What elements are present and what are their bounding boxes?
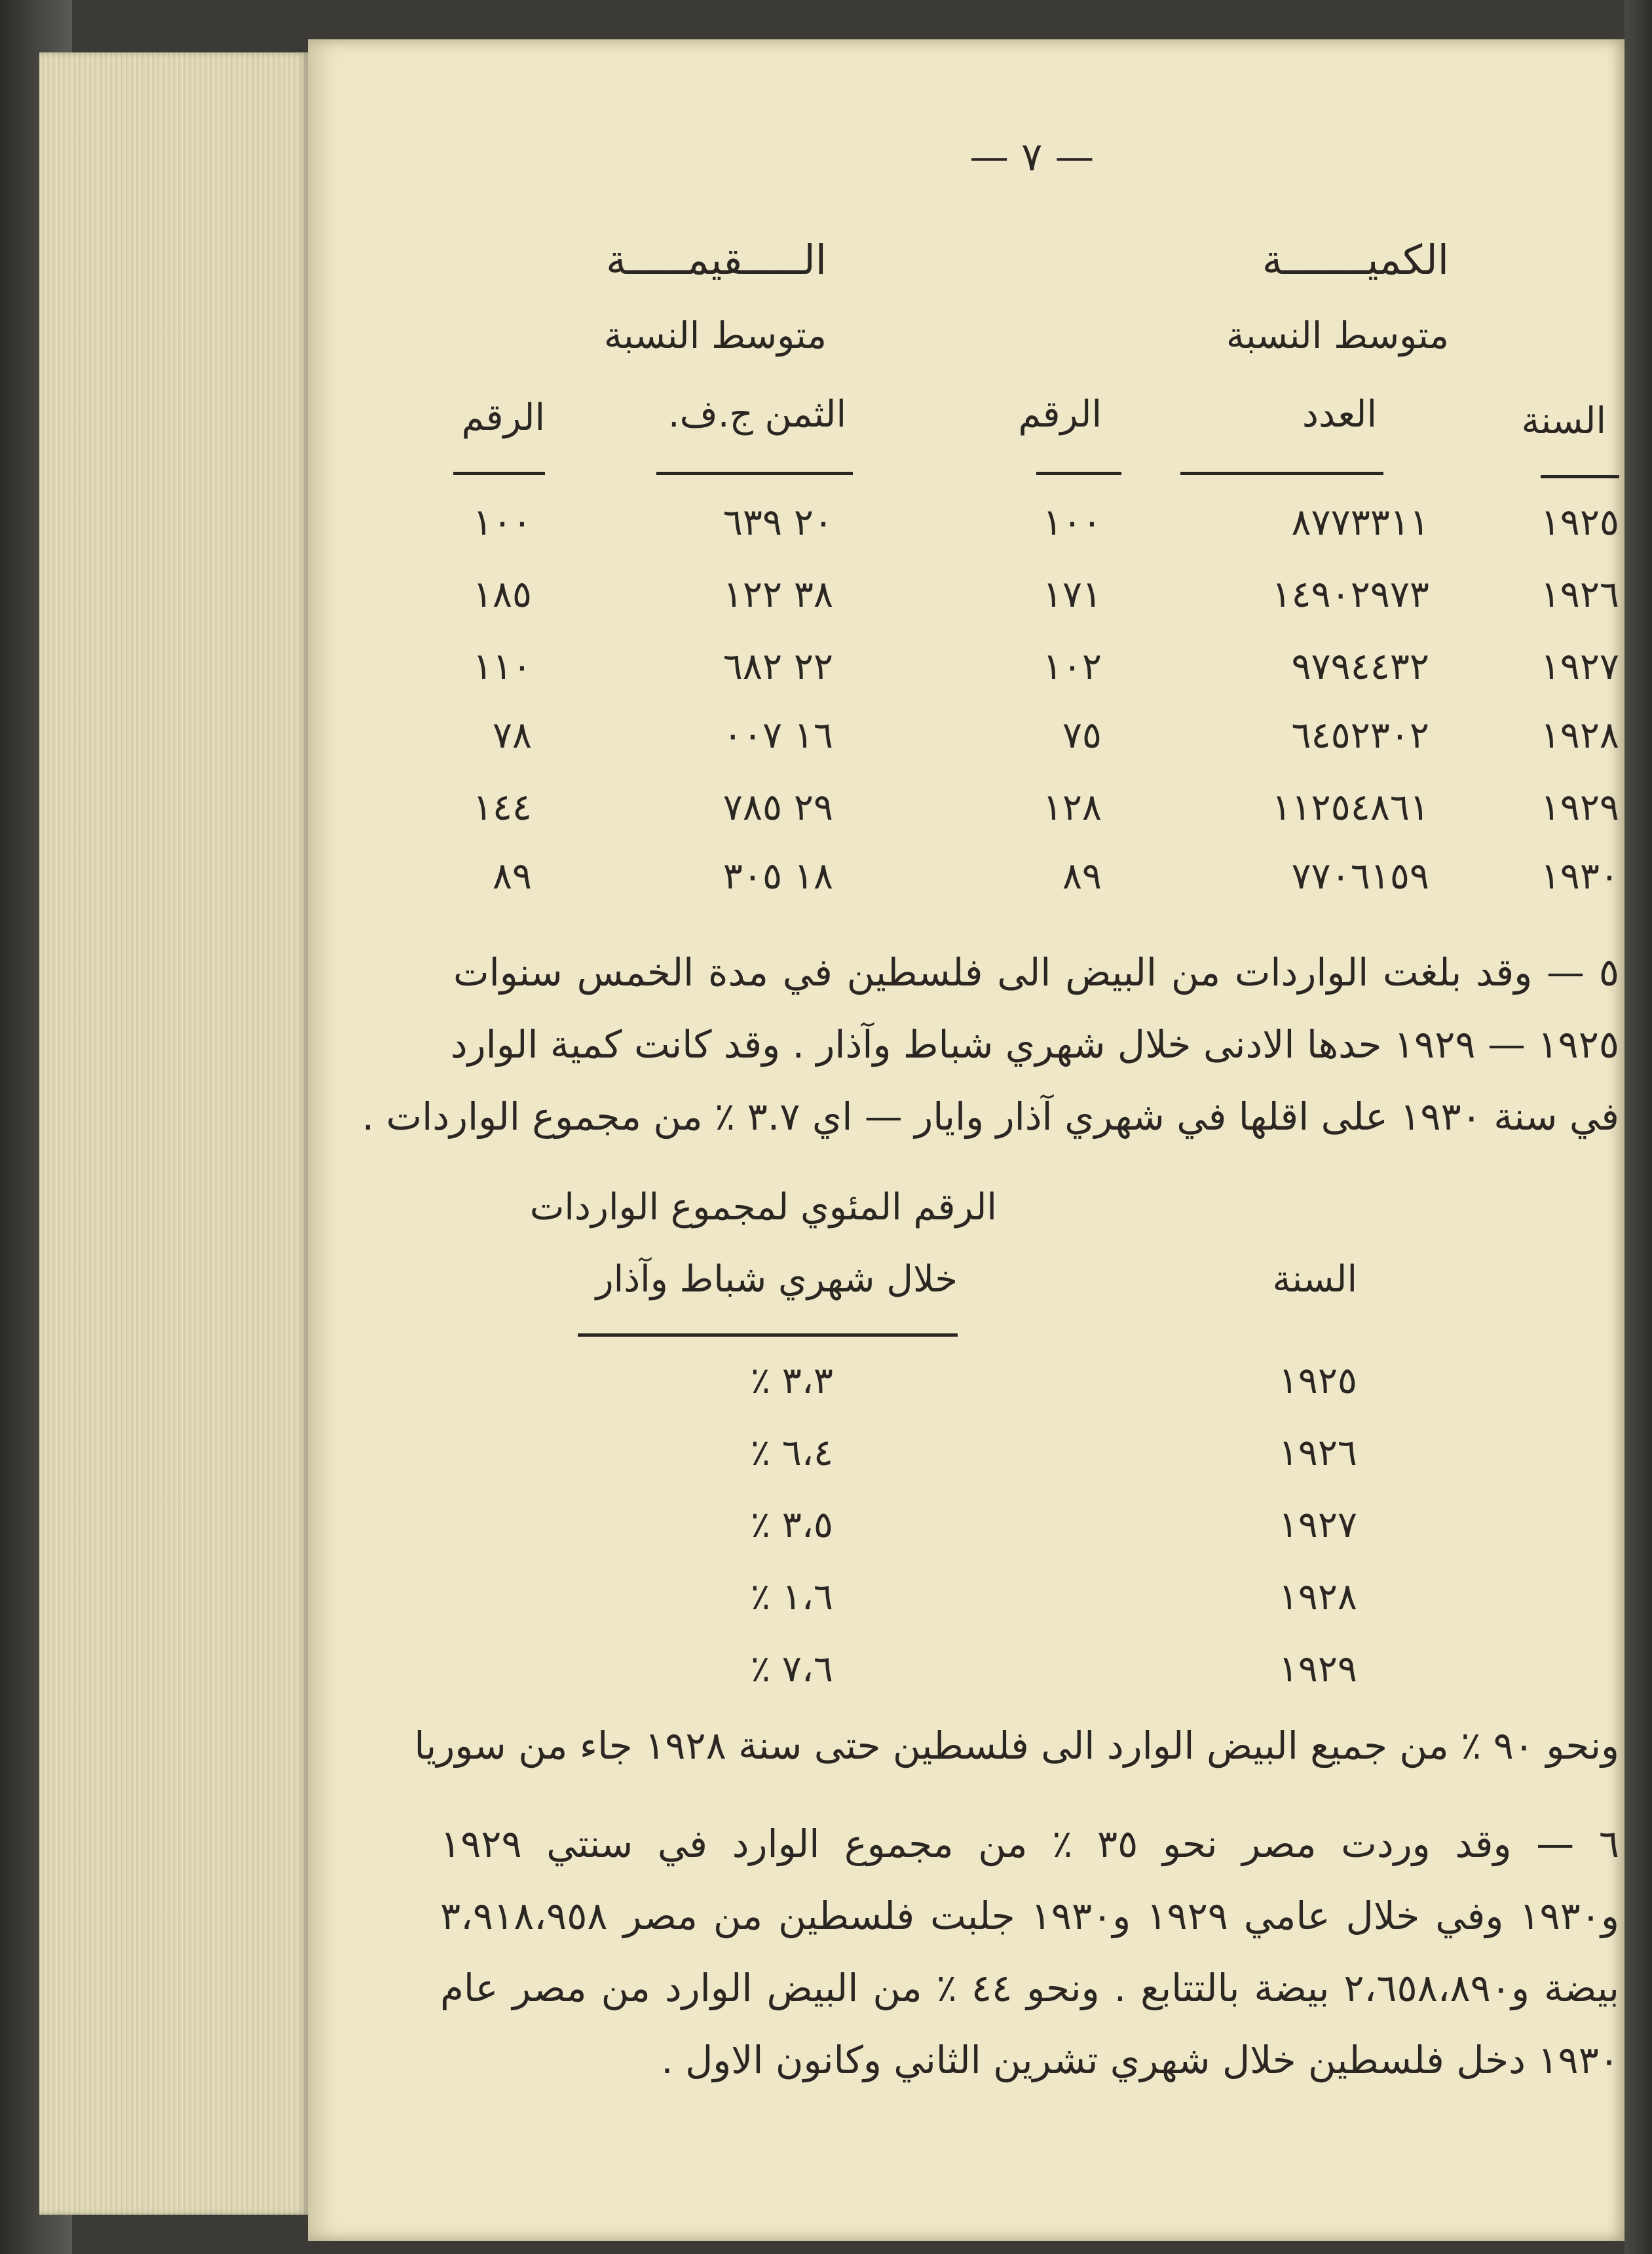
paragraph-5-line: ١٩٢٥ — ١٩٢٩ حدها الادنى خلال شهري شباط وآذار . وقد كانت كمية الوارد	[450, 1022, 1619, 1067]
cell-count: ٧٧٠٦١٥٩	[1291, 855, 1429, 898]
cell-count: ٩٧٩٤٤٣٢	[1291, 645, 1429, 688]
book-right-cover	[1624, 0, 1652, 2254]
table2-header-rule	[578, 1333, 958, 1337]
col-header-count: العدد	[1302, 393, 1377, 436]
paragraph-6-line: ٦ — وقد وردت مصر نحو ٣٥ ٪ من مجموع الوارد في سنتي ١٩٢٩	[440, 1822, 1620, 1866]
cell-year: ١٩٣٠	[1540, 855, 1619, 898]
cell-index-quantity: ١٠٢	[1042, 645, 1102, 688]
cell-price: ١٨ ٣٠٥	[723, 855, 833, 898]
group-header-value: الـــــقيمـــــة	[606, 236, 827, 284]
cell-year: ١٩٢٩	[1278, 1648, 1357, 1690]
col-rule-year	[1541, 475, 1619, 478]
cell-index-value: ١٤٤	[472, 786, 532, 829]
cell-percent: ٣،٥ ٪	[750, 1504, 833, 1546]
cell-index-value: ١١٠	[472, 645, 532, 688]
cell-count: ٦٤٥٢٣٠٢	[1291, 714, 1429, 757]
table2-header-year: السنة	[1272, 1258, 1357, 1301]
paragraph-5-line: ٥ — وقد بلغت الواردات من البيض الى فلسطين في مدة الخمس سنوات	[453, 950, 1619, 995]
cell-count: ١١٢٥٤٨٦١	[1271, 786, 1429, 829]
cell-price: ٢٠ ٦٣٩	[723, 501, 833, 544]
cell-price: ١٦ ٠٠٧	[723, 714, 833, 757]
cell-index-quantity: ١٧١	[1042, 573, 1102, 616]
cell-year: ١٩٢٥	[1540, 501, 1619, 544]
table2-header-percent-line1: الرقم المئوي لمجموع الواردات	[529, 1186, 997, 1229]
table2-header-percent-line2: خلال شهري شباط وآذار	[595, 1258, 958, 1301]
cell-year: ١٩٢٨	[1540, 714, 1619, 757]
cell-index-value: ٧٨	[492, 714, 532, 757]
cell-price: ٣٨ ١٢٢	[723, 573, 833, 616]
paragraph-6-line: بيضة و٢،٦٥٨،٨٩٠ بيضة بالتتابع . ونحو ٤٤ ٪ من البيض الوارد من مصر عام	[440, 1966, 1620, 2010]
cell-percent: ٦،٤ ٪	[750, 1432, 833, 1474]
cell-percent: ١،٦ ٪	[750, 1576, 833, 1618]
col-rule-index-value	[453, 472, 545, 475]
group-subheader-value: متوسط النسبة	[603, 315, 827, 357]
cell-count: ١٤٩٠٢٩٧٣	[1271, 573, 1429, 616]
cell-year: ١٩٢٦	[1278, 1432, 1357, 1474]
col-rule-count	[1180, 472, 1383, 475]
col-header-year: السنة	[1521, 400, 1606, 442]
paragraph-6-line: ١٩٣٠ دخل فلسطين خلال شهري تشرين الثاني وكانون الاول .	[661, 2038, 1619, 2082]
paragraph-6-line: و١٩٣٠ وفي خلال عامي ١٩٢٩ و١٩٣٠ جلبت فلسطين من مصر ٣،٩١٨،٩٥٨	[440, 1894, 1619, 1938]
cell-index-quantity: ١٠٠	[1042, 501, 1102, 544]
cell-index-quantity: ٨٩	[1062, 855, 1102, 898]
cell-index-quantity: ٧٥	[1062, 714, 1102, 757]
cell-year: ١٩٢٥	[1278, 1360, 1357, 1402]
paragraph-5-line: في سنة ١٩٣٠ على اقلها في شهري آذار وايار — اي ٣.٧ ٪ من مجموع الواردات .	[362, 1094, 1619, 1139]
cell-index-value: ١٠٠	[472, 501, 532, 544]
group-header-quantity: الكميـــــــة	[1262, 236, 1449, 284]
cell-percent: ٣،٣ ٪	[750, 1360, 833, 1402]
cell-year: ١٩٢٩	[1540, 786, 1619, 829]
col-header-index-quantity: الرقم	[1018, 393, 1102, 436]
col-rule-index-quantity	[1036, 472, 1121, 475]
page-edges	[39, 52, 308, 2215]
cell-year: ١٩٢٧	[1540, 645, 1619, 688]
col-header-index-value: الرقم	[461, 396, 545, 439]
group-subheader-quantity: متوسط النسبة	[1226, 315, 1449, 357]
cell-index-quantity: ١٢٨	[1042, 786, 1102, 829]
cell-year: ١٩٢٦	[1540, 573, 1619, 616]
note-line: ونحو ٩٠ ٪ من جميع البيض الوارد الى فلسطين حتى سنة ١٩٢٨ جاء من سوريا	[414, 1723, 1619, 1768]
cell-percent: ٧،٦ ٪	[750, 1648, 833, 1690]
cell-year: ١٩٢٨	[1278, 1576, 1357, 1618]
col-header-price: الثمن ج.ف.	[667, 393, 846, 436]
cell-price: ٢٩ ٧٨٥	[723, 786, 833, 829]
cell-count: ٨٧٧٣٣١١	[1291, 501, 1429, 544]
col-rule-price	[656, 472, 853, 475]
cell-year: ١٩٢٧	[1278, 1504, 1357, 1546]
cell-index-value: ١٨٥	[472, 573, 532, 616]
cell-index-value: ٨٩	[492, 855, 532, 898]
cell-price: ٢٢ ٦٨٢	[723, 645, 833, 688]
page-number: — ٧ —	[969, 134, 1095, 180]
